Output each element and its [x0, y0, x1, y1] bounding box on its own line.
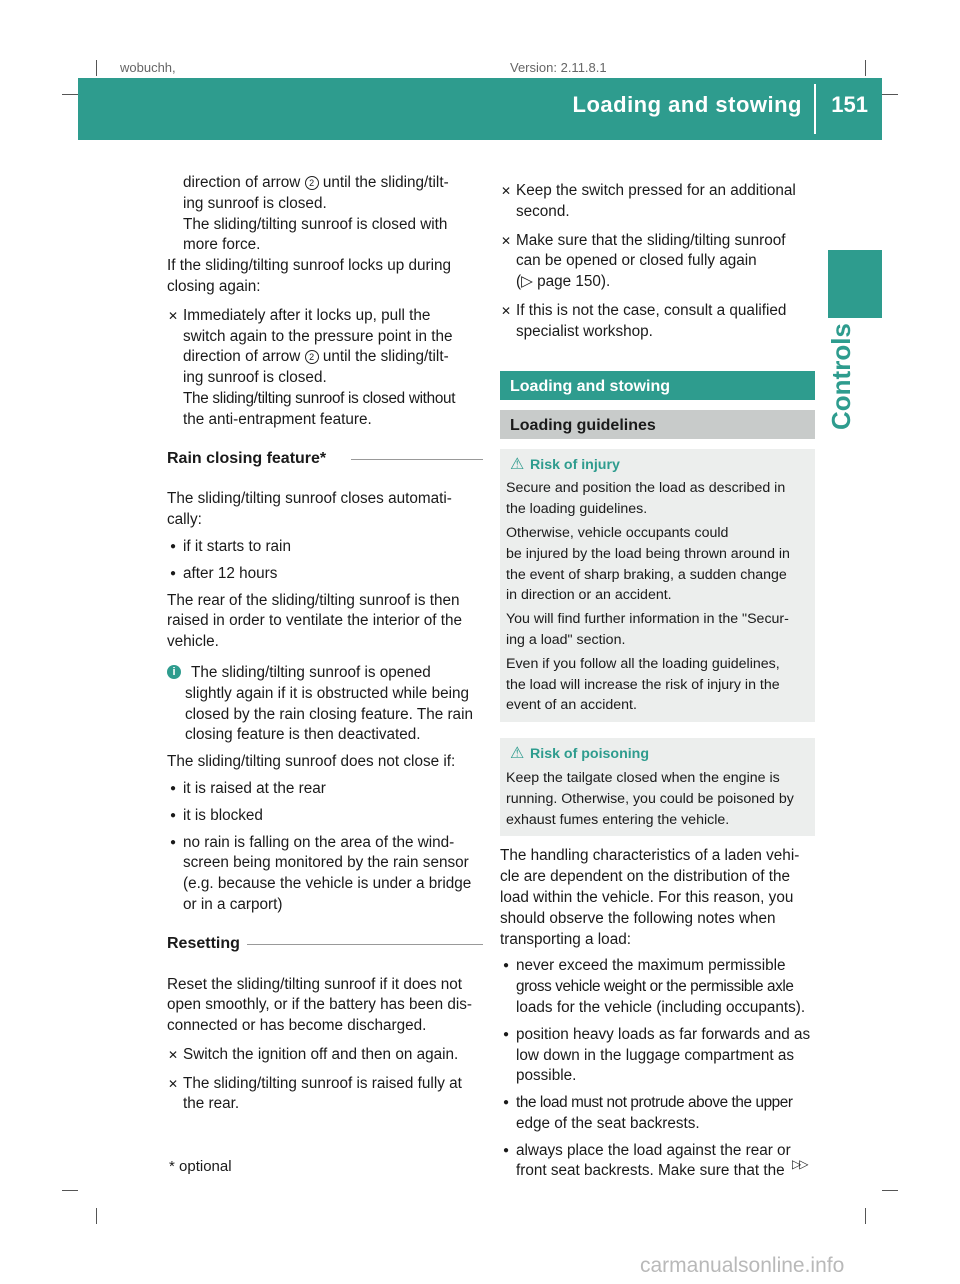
step-arrow-icon: ✕: [168, 308, 179, 323]
warning-triangle-icon: ⚠: [510, 745, 525, 763]
print-meta-center: Version: 2.11.8.1: [510, 60, 607, 74]
list-item: ● always place the load against the rear or front seat backrests. Make sure that the: [503, 1141, 791, 1180]
paragraph: The handling characteristics of a laden vehi-: [500, 847, 800, 865]
paragraph: Reset the sliding/tilting sunroof if it does not: [167, 975, 463, 993]
paragraph: The sliding/tilting sunroof does not close if:: [167, 753, 456, 771]
list-item: ● never exceed the maximum permissible gross vehicle weight or the permissible axle loads for the vehicle (including occupants).: [503, 957, 806, 1016]
section-title-bar: Loading and stowing: [500, 371, 815, 400]
paragraph: direction of arrow 2 until the sliding/tilt-: [183, 174, 449, 191]
crop-mark: [96, 60, 97, 76]
instruction-step: ✕ The sliding/tilting sunroof is raised fully at the rear.: [168, 1074, 462, 1113]
instruction-step: ✕ Immediately after it locks up, pull the switch again to the pressure point in the direction of arrow 2 until the sliding/tilt- ing sunroof is closed. The sliding/tilting sunroof is closed without the anti-entrapment feature.: [168, 306, 456, 428]
warning-triangle-icon: ⚠: [510, 455, 525, 473]
header-divider: [814, 84, 816, 134]
list-item: ● it is raised at the rear: [170, 779, 326, 797]
paragraph: should observe the following notes when: [500, 909, 776, 927]
list-item: ● if it starts to rain: [170, 537, 291, 555]
crop-mark: [865, 60, 866, 76]
paragraph: more force.: [183, 236, 261, 254]
step-arrow-icon: ✕: [168, 1047, 179, 1062]
crop-mark: [882, 1190, 898, 1191]
paragraph: The rear of the sliding/tilting sunroof is then: [167, 591, 460, 609]
subheading-resetting: Resetting: [167, 934, 483, 955]
paragraph: cle are dependent on the distribution of the: [500, 868, 790, 886]
warning-title: ⚠ Risk of injury: [506, 455, 809, 476]
instruction-step: ✕ Keep the switch pressed for an additional second.: [501, 182, 796, 220]
right-column: [500, 173, 815, 1182]
warning-box-injury: ⚠ Risk of injury Secure and position the load as described in the loading guidelines. Otherwise, vehicle occupants could be injured by the load being thrown around in the event of sharp braking, a sudden change in direction or an accident. You will find further information in the "Secur- ing a load" section. Even if you follow all the loading guidelines, the load will increase the risk of injury in the event of an accident.: [500, 449, 815, 723]
continue-arrows-icon: ▷▷: [792, 1157, 807, 1171]
crop-mark: [62, 1190, 78, 1191]
page-header: [78, 78, 882, 140]
paragraph: ing sunroof is closed.: [183, 194, 327, 212]
paragraph: cally:: [167, 511, 202, 529]
side-tab-block: [828, 250, 882, 318]
paragraph: The sliding/tilting sunroof is closed with: [183, 215, 448, 233]
paragraph: The sliding/tilting sunroof closes automati-: [167, 490, 452, 508]
paragraph: connected or has become discharged.: [167, 1017, 427, 1035]
step-arrow-icon: ✕: [501, 184, 512, 198]
step-arrow-icon: ✕: [501, 233, 512, 248]
page-reference-link[interactable]: (▷ page 150).: [516, 273, 611, 291]
crop-mark: [96, 1208, 97, 1224]
paragraph: raised in order to ventilate the interior of the: [167, 612, 463, 630]
list-item: ● no rain is falling on the area of the wind- screen being monitored by the rain sensor (e.g. because the vehicle is under a bridge or in a carport): [170, 833, 472, 913]
crop-mark: [882, 94, 898, 95]
subsection-title-bar: Loading guidelines: [500, 410, 815, 439]
instruction-step: ✕ Make sure that the sliding/tilting sunroof can be opened or closed fully again (▷ page 150).: [500, 231, 815, 293]
paragraph: transporting a load:: [500, 930, 631, 948]
info-icon: i: [167, 665, 181, 679]
step-arrow-icon: ✕: [168, 1076, 179, 1091]
paragraph: open smoothly, or if the battery has been dis-: [167, 996, 472, 1014]
warning-title: ⚠ Risk of poisoning: [506, 744, 809, 765]
watermark: carmanualsonline.info: [640, 1254, 845, 1277]
paragraph: closing again:: [167, 277, 261, 295]
left-column: [167, 173, 483, 1115]
side-tab-label: Controls: [826, 323, 856, 430]
heading-rule: [351, 459, 483, 460]
list-item: ● the load must not protrude above the upper edge of the seat backrests.: [503, 1094, 793, 1132]
warning-box-poisoning: ⚠ Risk of poisoning Keep the tailgate closed when the engine is running. Otherwise, you could be poisoned by exhaust fumes entering the vehicle.: [500, 738, 815, 836]
instruction-step: ✕ Switch the ignition off and then on again.: [167, 1045, 483, 1066]
print-meta-left: wobuchh,: [120, 60, 176, 74]
heading-rule: [247, 944, 483, 945]
header-title: Loading and stowing: [572, 92, 802, 117]
subheading-rain-closing: Rain closing feature*: [167, 449, 483, 470]
step-arrow-icon: ✕: [501, 303, 512, 318]
paragraph: If the sliding/tilting sunroof locks up during: [167, 257, 452, 275]
paragraph: load within the vehicle. For this reason, you: [500, 888, 794, 906]
arrow-number-icon: 2: [305, 176, 319, 190]
paragraph: vehicle.: [167, 633, 219, 651]
list-item: ● position heavy loads as far forwards and as low down in the luggage compartment as possible.: [503, 1025, 811, 1085]
instruction-step: ✕ If this is not the case, consult a qualified specialist workshop.: [501, 301, 787, 340]
arrow-number-icon: 2: [305, 350, 319, 364]
page-number: 151: [831, 92, 868, 117]
crop-mark: [62, 94, 78, 95]
crop-mark: [865, 1208, 866, 1224]
list-item: ● it is blocked: [170, 806, 263, 824]
info-note: i The sliding/tilting sunroof is opened slightly again if it is obstructed while being closed by the rain closing feature. The rain closing feature is then deactivated.: [167, 663, 483, 746]
list-item: ● after 12 hours: [170, 564, 278, 582]
footer-optional-note: * optional: [169, 1158, 232, 1175]
